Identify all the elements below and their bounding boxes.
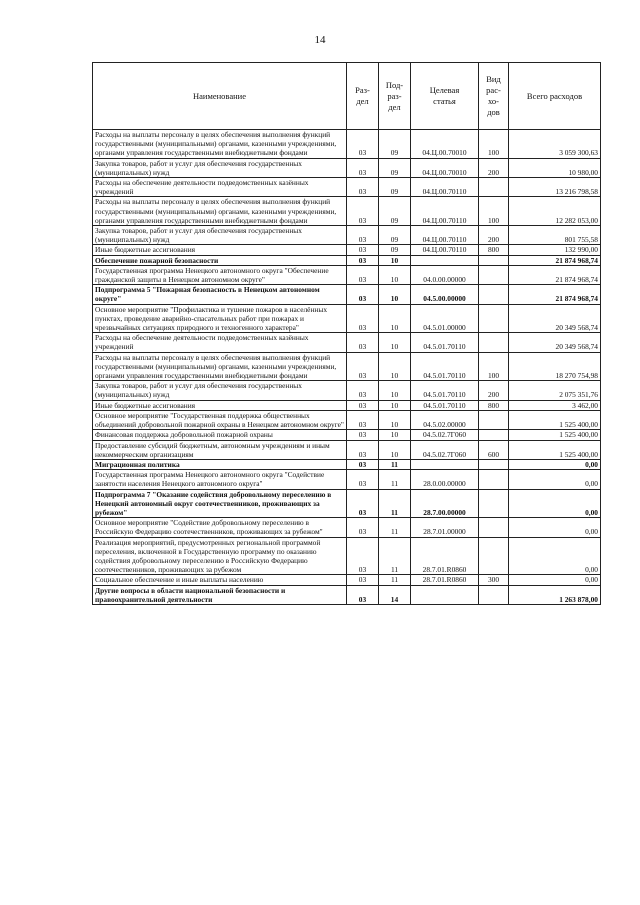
header-total: Всего расходов	[509, 63, 601, 130]
cell-name: Миграционная политика	[93, 459, 347, 469]
cell-amount: 1 263 878,00	[509, 585, 601, 604]
cell-amount: 10 980,00	[509, 158, 601, 177]
table-row	[93, 518, 601, 537]
cell-vid: 600	[479, 440, 509, 459]
cell-podrazdel: 11	[379, 459, 411, 469]
cell-name: Закупка товаров, работ и услуг для обеспечения государственных (муниципальных) нужд	[93, 381, 347, 400]
cell-amount: 21 874 968,74	[509, 285, 601, 304]
cell-amount: 21 874 968,74	[509, 265, 601, 284]
cell-podrazdel: 10	[379, 410, 411, 429]
cell-podrazdel: 09	[379, 245, 411, 255]
cell-name: Основное мероприятие "Государственная поддержка общественных объединений добровольной пожарной охраны в Ненецком автономном округе"	[93, 410, 347, 429]
table-row	[93, 130, 601, 159]
cell-vid	[479, 255, 509, 265]
cell-target: 04.Ц.00.70110	[411, 197, 479, 226]
budget-table	[92, 62, 601, 605]
table-row	[93, 352, 601, 381]
cell-razdel: 03	[347, 410, 379, 429]
cell-razdel: 03	[347, 585, 379, 604]
cell-razdel: 03	[347, 537, 379, 575]
cell-vid	[479, 178, 509, 197]
cell-amount: 0,00	[509, 537, 601, 575]
cell-amount: 20 349 568,74	[509, 333, 601, 352]
cell-vid: 300	[479, 575, 509, 585]
cell-name: Подпрограмма 7 "Оказание содействия добровольному переселению в Ненецкий автономный округ соотечественников, проживающих за рубежом"	[93, 489, 347, 518]
cell-podrazdel: 10	[379, 400, 411, 410]
cell-vid: 200	[479, 226, 509, 245]
cell-target: 04.5.02.00000	[411, 410, 479, 429]
cell-target: 04.0.00.00000	[411, 265, 479, 284]
table-body	[93, 130, 601, 605]
cell-podrazdel: 10	[379, 285, 411, 304]
cell-razdel: 03	[347, 226, 379, 245]
cell-razdel: 03	[347, 158, 379, 177]
table-row	[93, 333, 601, 352]
cell-vid	[479, 470, 509, 489]
cell-name: Государственная программа Ненецкого автономного округа "Обеспечение гражданской защиты в Ненецком автономном округе"	[93, 265, 347, 284]
cell-vid: 800	[479, 245, 509, 255]
cell-name: Финансовая поддержка добровольной пожарной охраны	[93, 430, 347, 440]
cell-razdel: 03	[347, 518, 379, 537]
cell-target: 04.5.01.70110	[411, 352, 479, 381]
cell-vid	[479, 537, 509, 575]
cell-podrazdel: 10	[379, 430, 411, 440]
table-row	[93, 226, 601, 245]
cell-vid	[479, 304, 509, 333]
cell-target: 04.Ц.00.70010	[411, 158, 479, 177]
table-header-row	[93, 63, 601, 130]
cell-podrazdel: 11	[379, 575, 411, 585]
cell-razdel: 03	[347, 285, 379, 304]
cell-target: 04.5.02.7Г060	[411, 430, 479, 440]
table-row	[93, 470, 601, 489]
cell-amount: 0,00	[509, 518, 601, 537]
cell-target: 04.5.00.00000	[411, 285, 479, 304]
cell-target: 04.5.01.00000	[411, 304, 479, 333]
cell-vid: 100	[479, 130, 509, 159]
cell-name: Расходы на выплаты персоналу в целях обеспечения выполнения функций государственными (муниципальными) органами, казенными учреждениями, органами управления государственными внебюджетными фондами	[93, 130, 347, 159]
header-podrazdel: Под- раз- дел	[379, 63, 411, 130]
cell-razdel: 03	[347, 130, 379, 159]
cell-podrazdel: 09	[379, 178, 411, 197]
cell-name: Социальное обеспечение и иные выплаты населению	[93, 575, 347, 585]
header-vid: Вид рас- хо- дов	[479, 63, 509, 130]
cell-name: Расходы на обеспечение деятельности подведомственных казённых учреждений	[93, 333, 347, 352]
page-number: 14	[314, 34, 326, 46]
cell-target: 04.Ц.00.70010	[411, 130, 479, 159]
cell-podrazdel: 10	[379, 255, 411, 265]
header-razdel: Раз- дел	[347, 63, 379, 130]
cell-target: 04.Ц.00.70110	[411, 178, 479, 197]
cell-podrazdel: 10	[379, 304, 411, 333]
cell-target: 28.7.01.00000	[411, 518, 479, 537]
cell-target: 04.Ц.00.70110	[411, 245, 479, 255]
cell-amount: 13 216 798,58	[509, 178, 601, 197]
cell-podrazdel: 11	[379, 489, 411, 518]
cell-razdel: 03	[347, 489, 379, 518]
cell-name: Основное мероприятие "Содействие добровольному переселению в Российскую Федерацию соотечественников, проживающих за рубежом"	[93, 518, 347, 537]
cell-name: Иные бюджетные ассигнования	[93, 400, 347, 410]
cell-podrazdel: 10	[379, 265, 411, 284]
cell-razdel: 03	[347, 430, 379, 440]
cell-podrazdel: 10	[379, 333, 411, 352]
cell-razdel: 03	[347, 255, 379, 265]
cell-name: Реализация мероприятий, предусмотренных региональной программой переселения, включенной в Государственную программу по оказанию содействия добровольному переселению в Российскую Федерацию соотечественников, проживающих за рубежом	[93, 537, 347, 575]
cell-name: Обеспечение пожарной безопасности	[93, 255, 347, 265]
cell-target: 04.Ц.00.70110	[411, 226, 479, 245]
table-row	[93, 197, 601, 226]
cell-vid: 200	[479, 381, 509, 400]
cell-name: Расходы на обеспечение деятельности подведомственных казённых учреждений	[93, 178, 347, 197]
cell-name: Государственная программа Ненецкого автономного округа "Содействие занятости населения Ненецкого автономного округа"	[93, 470, 347, 489]
cell-target: 28.7.01.R0860	[411, 575, 479, 585]
cell-podrazdel: 11	[379, 537, 411, 575]
cell-amount: 3 059 300,63	[509, 130, 601, 159]
cell-amount: 18 270 754,98	[509, 352, 601, 381]
cell-amount: 0,00	[509, 575, 601, 585]
cell-name: Иные бюджетные ассигнования	[93, 245, 347, 255]
cell-razdel: 03	[347, 440, 379, 459]
cell-vid	[479, 265, 509, 284]
cell-podrazdel: 11	[379, 470, 411, 489]
cell-name: Расходы на выплаты персоналу в целях обеспечения выполнения функций государственными (муниципальными) органами, казенными учреждениями, органами управления государственными внебюджетными фондами	[93, 352, 347, 381]
cell-podrazdel: 09	[379, 130, 411, 159]
cell-target	[411, 459, 479, 469]
cell-podrazdel: 10	[379, 352, 411, 381]
cell-razdel: 03	[347, 304, 379, 333]
cell-razdel: 03	[347, 400, 379, 410]
table-row	[93, 255, 601, 265]
cell-amount: 1 525 400,00	[509, 440, 601, 459]
cell-podrazdel: 14	[379, 585, 411, 604]
table-row	[93, 158, 601, 177]
cell-razdel: 03	[347, 245, 379, 255]
header-target: Целевая статья	[411, 63, 479, 130]
table-row	[93, 489, 601, 518]
cell-vid	[479, 459, 509, 469]
cell-vid	[479, 518, 509, 537]
cell-amount: 20 349 568,74	[509, 304, 601, 333]
table-row	[93, 575, 601, 585]
cell-amount: 132 990,00	[509, 245, 601, 255]
cell-target: 28.0.00.00000	[411, 470, 479, 489]
cell-name: Закупка товаров, работ и услуг для обеспечения государственных (муниципальных) нужд	[93, 226, 347, 245]
table-row	[93, 440, 601, 459]
table-row	[93, 265, 601, 284]
cell-vid	[479, 585, 509, 604]
cell-name: Основное мероприятие "Профилактика и тушение пожаров в населённых пунктах, проведение аварийно-спасательных работ при пожарах и чрезвычайных ситуациях природного и техногенного характера"	[93, 304, 347, 333]
cell-vid	[479, 430, 509, 440]
cell-name: Расходы на выплаты персоналу в целях обеспечения выполнения функций государственными (муниципальными) органами, казенными учреждениями, органами управления государственными внебюджетными фондами	[93, 197, 347, 226]
cell-razdel: 03	[347, 470, 379, 489]
cell-target: 28.7.00.00000	[411, 489, 479, 518]
cell-podrazdel: 10	[379, 381, 411, 400]
table-row	[93, 304, 601, 333]
cell-razdel: 03	[347, 333, 379, 352]
table-row	[93, 178, 601, 197]
cell-target	[411, 255, 479, 265]
cell-amount: 12 282 053,00	[509, 197, 601, 226]
cell-vid	[479, 333, 509, 352]
cell-vid	[479, 285, 509, 304]
cell-target	[411, 585, 479, 604]
cell-razdel: 03	[347, 197, 379, 226]
cell-vid: 200	[479, 158, 509, 177]
table-row	[93, 459, 601, 469]
cell-podrazdel: 09	[379, 158, 411, 177]
cell-razdel: 03	[347, 381, 379, 400]
table-row	[93, 585, 601, 604]
cell-amount: 0,00	[509, 489, 601, 518]
cell-amount: 1 525 400,00	[509, 410, 601, 429]
cell-amount: 1 525 400,00	[509, 430, 601, 440]
table-row	[93, 400, 601, 410]
cell-vid: 800	[479, 400, 509, 410]
cell-target: 28.7.01.R0860	[411, 537, 479, 575]
cell-target: 04.5.02.7Г060	[411, 440, 479, 459]
cell-amount: 0,00	[509, 470, 601, 489]
cell-razdel: 03	[347, 459, 379, 469]
cell-target: 04.5.01.70110	[411, 400, 479, 410]
header-name: Наименование	[93, 63, 347, 130]
cell-razdel: 03	[347, 178, 379, 197]
table-row	[93, 430, 601, 440]
cell-name: Подпрограмма 5 "Пожарная безопасность в Ненецком автономном округе"	[93, 285, 347, 304]
cell-podrazdel: 09	[379, 197, 411, 226]
cell-amount: 3 462,00	[509, 400, 601, 410]
cell-vid: 100	[479, 352, 509, 381]
cell-target: 04.5.01.70110	[411, 333, 479, 352]
cell-target: 04.5.01.70110	[411, 381, 479, 400]
cell-razdel: 03	[347, 352, 379, 381]
table-row	[93, 410, 601, 429]
cell-razdel: 03	[347, 265, 379, 284]
cell-podrazdel: 09	[379, 226, 411, 245]
cell-vid	[479, 489, 509, 518]
cell-name: Предоставление субсидий бюджетным, автономным учреждениям и иным некоммерческим организациям	[93, 440, 347, 459]
cell-amount: 21 874 968,74	[509, 255, 601, 265]
table-row	[93, 285, 601, 304]
cell-podrazdel: 10	[379, 440, 411, 459]
cell-amount: 0,00	[509, 459, 601, 469]
table-row	[93, 245, 601, 255]
cell-amount: 801 755,58	[509, 226, 601, 245]
cell-name: Другие вопросы в области национальной безопасности и правоохранительной деятельности	[93, 585, 347, 604]
cell-podrazdel: 11	[379, 518, 411, 537]
table-row	[93, 381, 601, 400]
cell-vid: 100	[479, 197, 509, 226]
cell-amount: 2 075 351,76	[509, 381, 601, 400]
table-row	[93, 537, 601, 575]
cell-name: Закупка товаров, работ и услуг для обеспечения государственных (муниципальных) нужд	[93, 158, 347, 177]
cell-vid	[479, 410, 509, 429]
cell-razdel: 03	[347, 575, 379, 585]
